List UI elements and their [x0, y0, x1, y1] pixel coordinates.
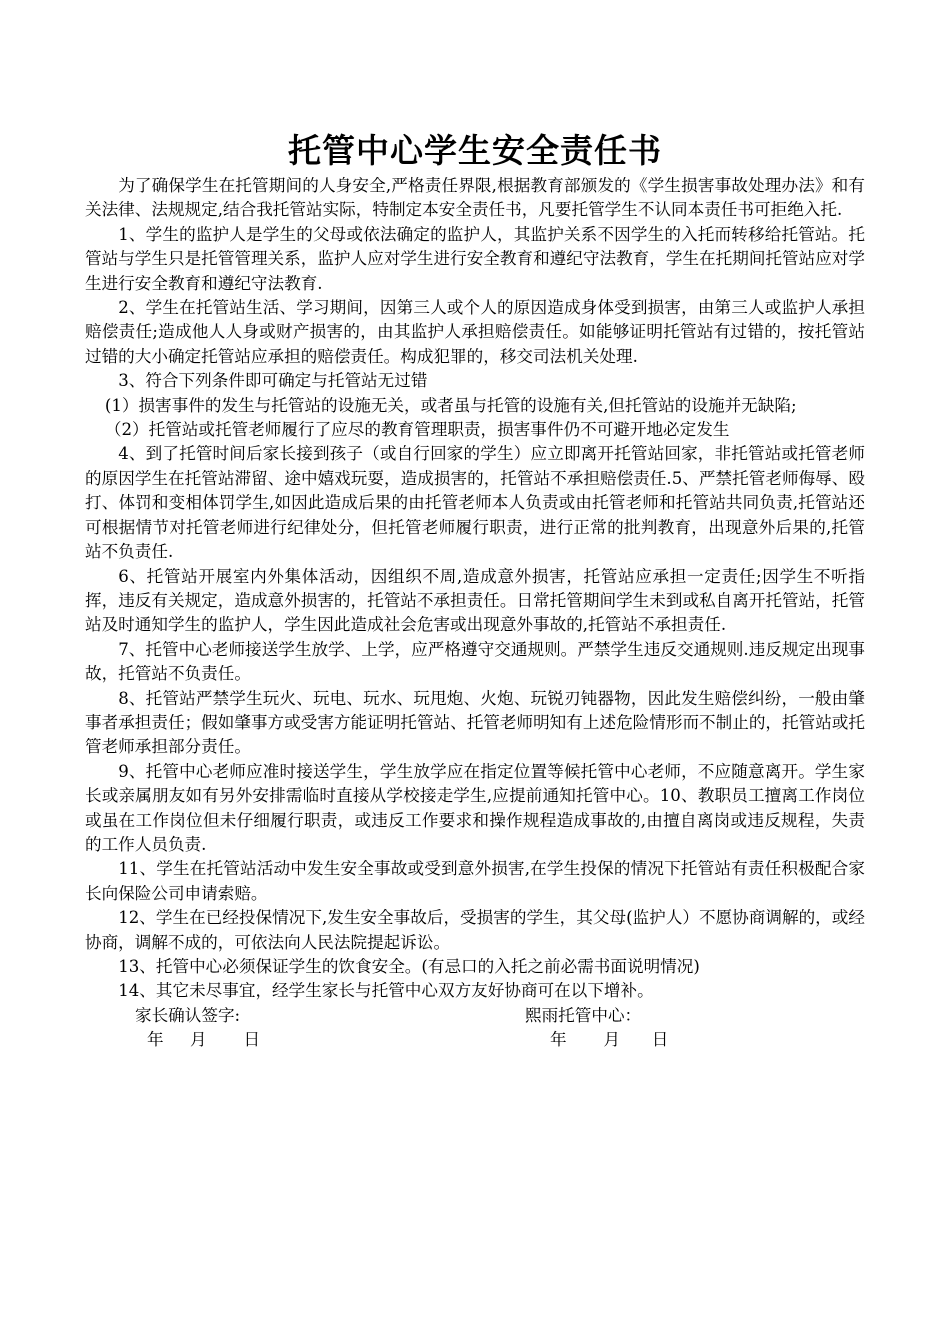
clause-1: 1、学生的监护人是学生的父母或依法确定的监护人，其监护关系不因学生的入托而转移给托管站。托管站与学生只是托管管理关系，监护人应对学生进行安全教育和遵纪守法教育，学生在托期间托管站应对学生进行安全教育和遵纪守法教育. — [85, 224, 865, 293]
signature-labels — [85, 1004, 865, 1028]
parent-signature-label: 家长确认签字: — [135, 1005, 241, 1025]
clause-7: 7、托管中心老师接送学生放学、上学，应严格遵守交通规则。严禁学生违反交通规则.违反规定出现事故，托管站不负责任。 — [85, 639, 865, 684]
parent-date: 年 月 日 — [147, 1030, 261, 1050]
signature-dates — [85, 1028, 865, 1052]
center-signature-label: 熙雨托管中心： — [525, 1005, 642, 1025]
clause-13: 13、托管中心必须保证学生的饮食安全。(有忌口的入托之前必需书面说明情况) — [118, 957, 700, 976]
document-page — [85, 128, 865, 1053]
clause-9-10: 9、托管中心老师应准时接送学生，学生放学应在指定位置等候托管中心老师，不应随意离开。学生家长或亲属朋友如有另外安排需临时直接从学校接走学生,应提前通知托管中心。10、教职员工擅离工作岗位或虽在工作岗位但未仔细履行职责，或违反工作要求和操作规程造成事故的,由擅自离岗或违反规程，失责的工作人员负责. — [85, 761, 865, 854]
clause-6: 6、托管站开展室内外集体活动，因组织不周,造成意外损害，托管站应承担一定责任;因学生不听指挥，违反有关规定，造成意外损害的，托管站不承担责任。日常托管期间学生未到或私自离开托管站，托管站及时通知学生的监护人，学生因此造成社会危害或出现意外事故的,托管站不承担责任. — [85, 566, 865, 635]
document-title: 托管中心学生安全责任书 — [288, 131, 662, 170]
clause-8: 8、托管站严禁学生玩火、玩电、玩水、玩甩炮、火炮、玩锐刃钝器物，因此发生赔偿纠纷，一般由肇事者承担责任；假如肇事方或受害方能证明托管站、托管老师明知有上述危险情形而不制止的，托管站或托管老师承担部分责任。 — [85, 688, 865, 757]
clause-11: 11、学生在托管站活动中发生安全事故或受到意外损害,在学生投保的情况下托管站有责任积极配合家长向保险公司申请索赔。 — [85, 859, 865, 903]
clause-14: 14、其它未尽事宜，经学生家长与托管中心双方友好协商可在以下增补。 — [118, 981, 654, 1001]
intro-paragraph: 为了确保学生在托管期间的人身安全,严格责任界限,根据教育部颁发的《学生损害事故处理办法》和有关法律、法规规定,结合我托管站实际，特制定本安全责任书，凡要托管学生不认同本责任书可拒绝入托. — [85, 176, 865, 220]
center-date: 年 月 日 — [550, 1030, 669, 1050]
clause-3-item-2: （2）托管站或托管老师履行了应尽的教育管理职责，损害事件仍不可避开地必定发生 — [104, 420, 730, 440]
clause-12: 12、学生在已经投保情况下,发生安全事故后，受损害的学生，其父母(监护人）不愿协商调解的，或经协商，调解不成的，可依法向人民法院提起诉讼。 — [85, 908, 865, 952]
clause-4-5: 4、到了托管时间后家长接到孩子（或自行回家的学生）应立即离开托管站回家，非托管站或托管老师的原因学生在托管站滞留、途中嬉戏玩耍，造成损害的，托管站不承担赔偿责任.5、严禁托管老师侮辱、殴打、体罚和变相体罚学生,如因此造成后果的由托管老师本人负责或由托管老师和托管站共同负责,托管站还可根据情节对托管老师进行纪律处分，但托管老师履行职责，进行正常的批判教育，出现意外后果的,托管站不负责任. — [85, 444, 865, 562]
clause-3-item-1: (1）损害事件的发生与托管站的设施无关，或者虽与托管的设施有关,但托管站的设施并无缺陷; — [104, 395, 797, 415]
clause-2: 2、学生在托管站生活、学习期间，因第三人或个人的原因造成身体受到损害，由第三人或监护人承担赔偿责任;造成他人人身或财产损害的，由其监护人承担赔偿责任。如能够证明托管站有过错的，按托管站过错的大小确定托管站应承担的赔偿责任。构成犯罪的，移交司法机关处理. — [85, 298, 865, 366]
clause-3: 3、符合下列条件即可确定与托管站无过错 — [118, 371, 428, 391]
